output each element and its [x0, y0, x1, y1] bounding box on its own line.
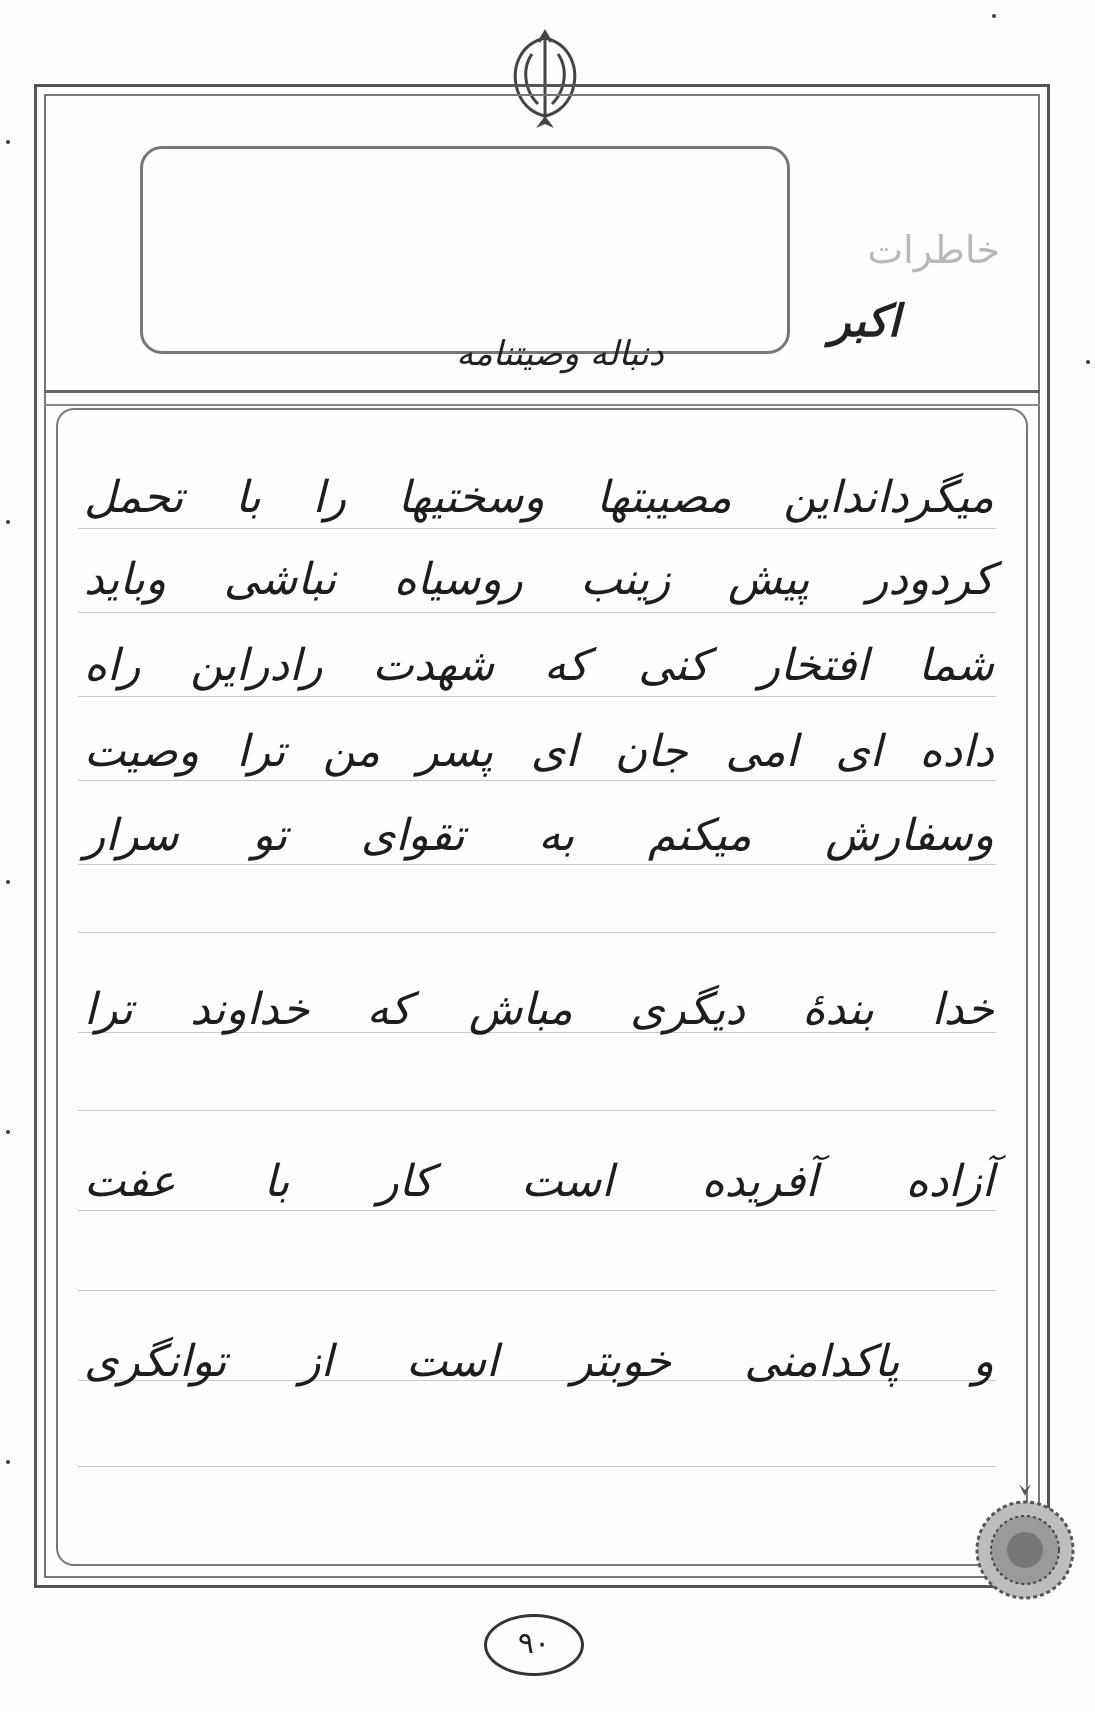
scan-speck	[1086, 360, 1090, 364]
ruled-line	[78, 932, 996, 933]
floral-ornament-icon	[955, 1478, 1095, 1618]
page-number: ۹۰	[517, 1626, 551, 1661]
scan-speck	[6, 140, 10, 144]
header-divider	[44, 390, 1040, 406]
handwritten-line: آزاده آفریده است کار با عفت	[84, 1156, 994, 1207]
handwritten-line: شما افتخار کنی که شهدت رادراین راه	[84, 640, 994, 691]
scan-speck	[992, 14, 996, 18]
ruled-line	[78, 1110, 996, 1111]
scan-speck	[6, 1460, 10, 1464]
handwritten-line: داده ای امی جان ای پسر من ترا وصیت	[84, 726, 994, 777]
scan-speck	[6, 520, 10, 524]
ruled-line	[78, 1466, 996, 1467]
handwritten-line: میگردانداین مصیبتها وسختیها را با تحمل	[84, 472, 994, 523]
section-label: خاطرات	[867, 228, 1000, 272]
scan-speck	[6, 1130, 10, 1134]
ruled-line	[78, 528, 996, 529]
ruled-line	[78, 696, 996, 697]
scan-speck	[6, 880, 10, 884]
page-subtitle: دنباله وصیتنامه	[456, 334, 664, 374]
handwritten-line: خدا بندهٔ دیگری مباش که خداوند ترا	[84, 984, 994, 1035]
author-mark: اکبر	[829, 296, 900, 347]
handwritten-line: وسفارش میکنم به تقوای تو سرار	[84, 810, 994, 861]
ruled-line	[78, 612, 996, 613]
ruled-line	[78, 1290, 996, 1291]
handwritten-line: کردودر پیش زینب روسیاه نباشی وباید	[84, 554, 994, 605]
header-box	[140, 146, 790, 354]
handwritten-line: و پاکدامنی خوبتر است از توانگری	[84, 1336, 994, 1387]
